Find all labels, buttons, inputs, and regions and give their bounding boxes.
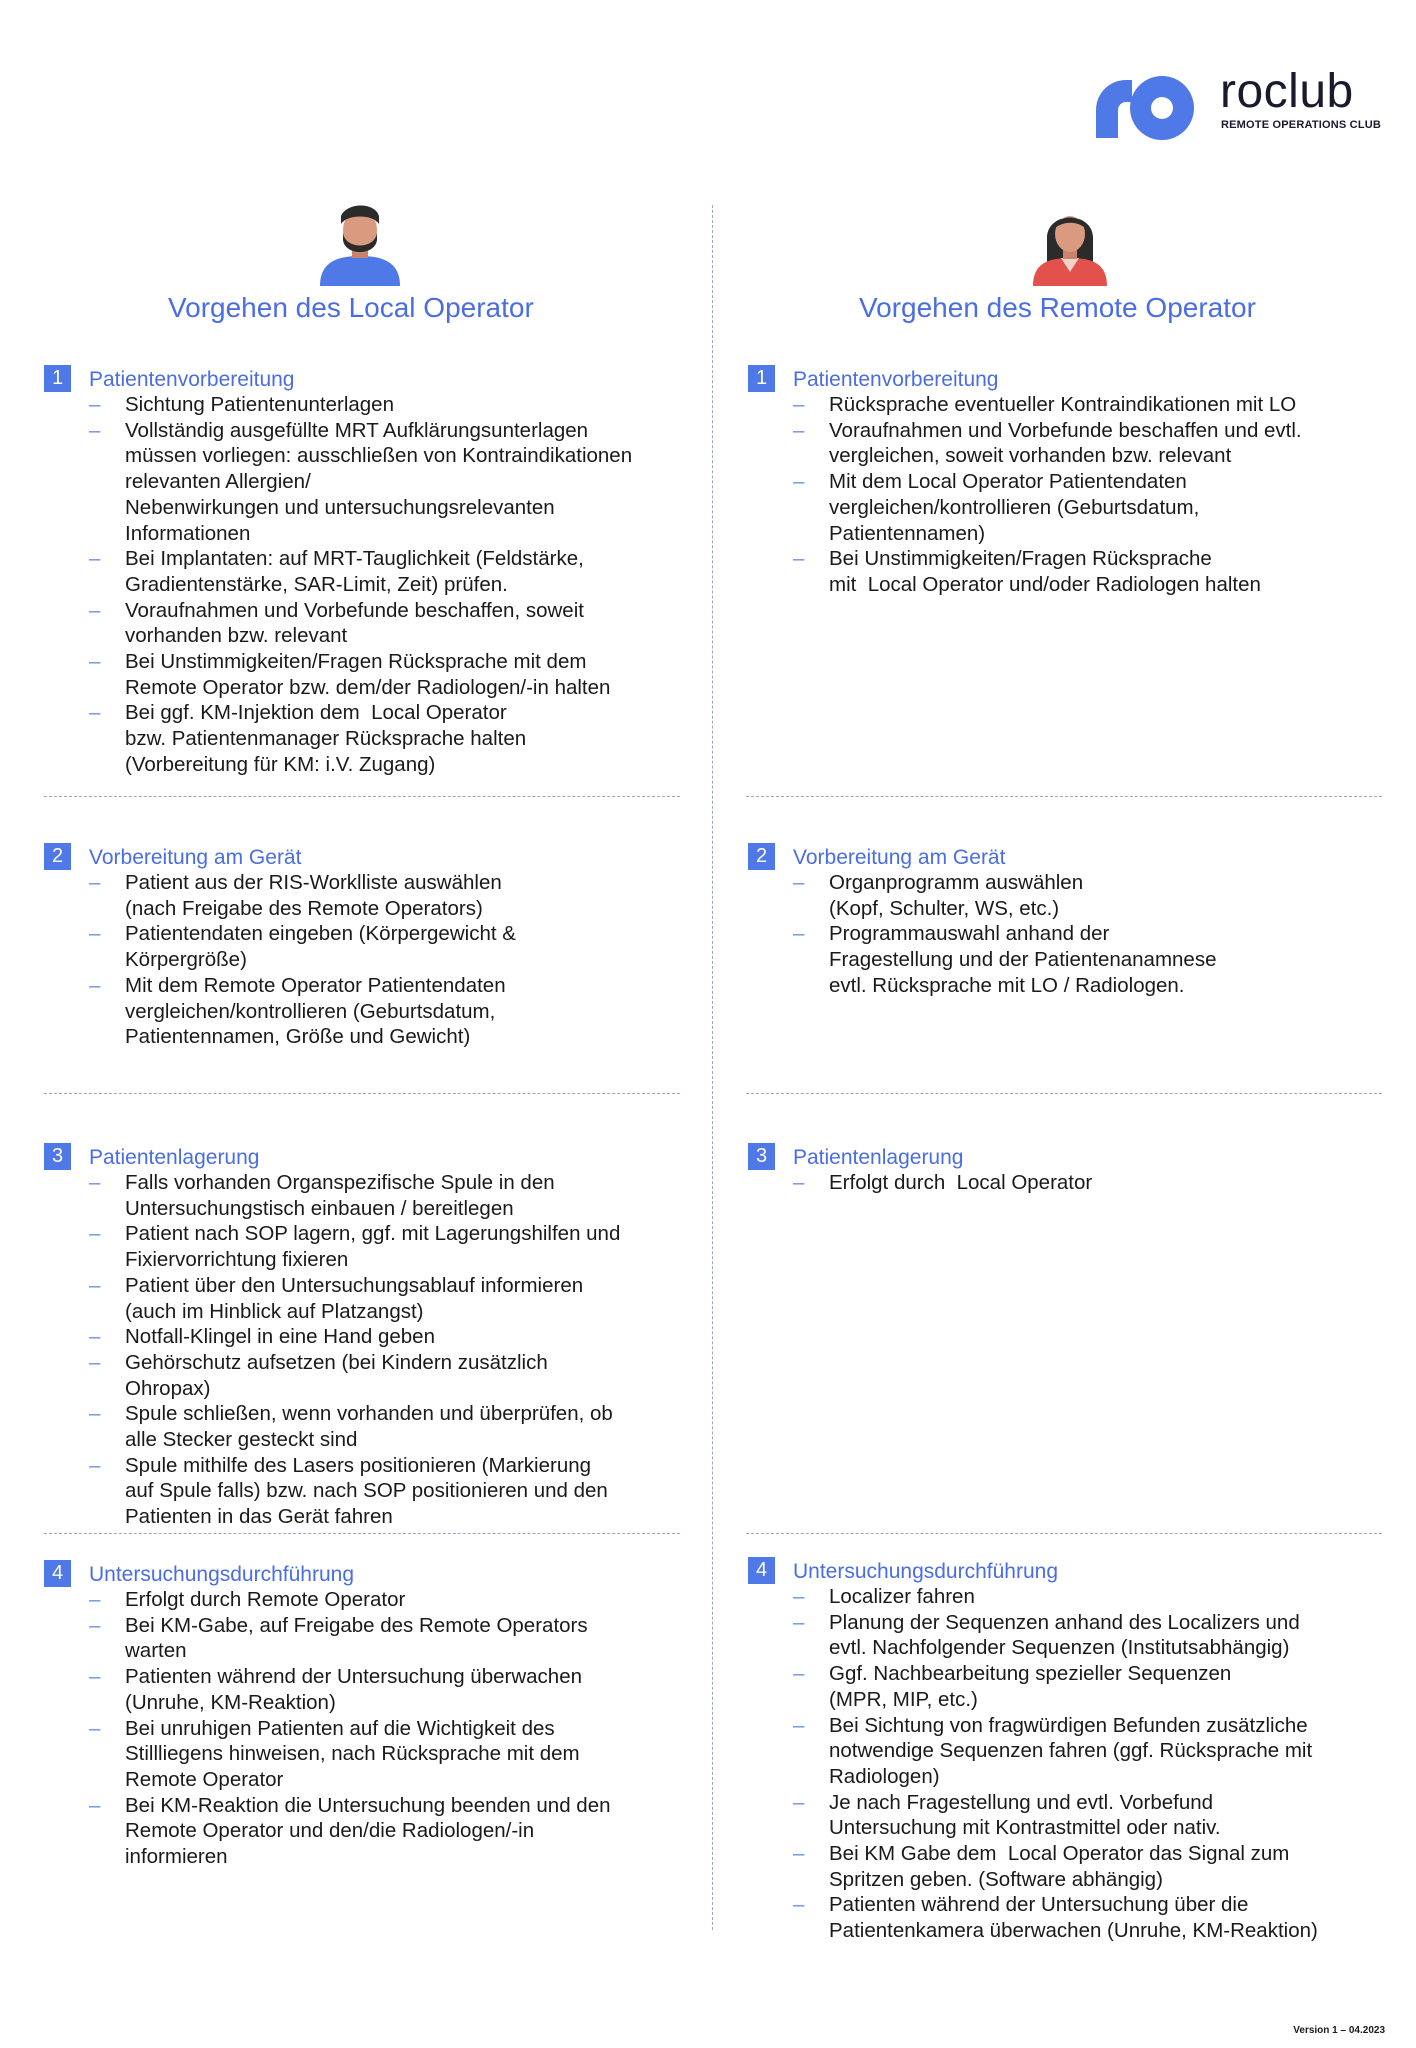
- list-item-text: Bei KM-Gabe, auf Freigabe des Remote Operators warten: [125, 1613, 588, 1663]
- list-item-text: Bei KM Gabe dem Local Operator das Signal zum Spritzen geben. (Software abhängig): [829, 1842, 1290, 1891]
- list-item: [748, 392, 1388, 418]
- column-divider: [712, 205, 713, 1930]
- bullet-dash-icon: –: [89, 1716, 101, 1740]
- bullet-dash-icon: –: [793, 547, 805, 571]
- list-item-text: Patient nach SOP lagern, ggf. mit Lagerungshilfen und Fixiervorrichtung fixieren: [125, 1222, 621, 1272]
- bullet-dash-icon: –: [89, 1222, 101, 1246]
- bullet-dash-icon: –: [793, 1171, 805, 1194]
- list-item-text: Mit dem Remote Operator Patientendaten vergleichen/kontrollieren (Geburtsdatum, Patientennamen, Größe und Gewicht): [125, 973, 506, 1049]
- list-item-text: Gehörschutz aufsetzen (bei Kindern zusätzlich Ohropax): [125, 1350, 548, 1400]
- list-item-text: Voraufnahmen und Vorbefunde beschaffen und evtl. vergleichen, soweit vorhanden bzw. relevant: [829, 418, 1302, 468]
- section-title: Patientenvorbereitung: [89, 368, 295, 391]
- local-section-3: [44, 1143, 694, 1530]
- local-section-4: [44, 1560, 694, 1870]
- logo-wordmark: roclub: [1220, 65, 1354, 118]
- bullet-dash-icon: –: [793, 470, 805, 494]
- local-column-title: Vorgehen des Local Operator: [168, 292, 534, 323]
- list-item-text: Spule schließen, wenn vorhanden und überprüfen, ob alle Stecker gesteckt sind: [125, 1402, 613, 1452]
- section-number-badge: 4: [748, 1557, 775, 1584]
- bullet-dash-icon: –: [793, 1610, 805, 1634]
- bullet-dash-icon: –: [89, 701, 101, 725]
- list-item-text: Planung der Sequenzen anhand des Localizers und evtl. Nachfolgender Sequenzen (Institutsabhängig): [829, 1610, 1300, 1660]
- list-item: [44, 1716, 694, 1793]
- roclub-logo-mark-icon: [1090, 72, 1196, 140]
- local-operator-avatar-icon: [317, 200, 403, 286]
- bullet-dash-icon: –: [89, 871, 101, 894]
- bullet-dash-icon: –: [793, 1585, 805, 1608]
- section-header: [748, 365, 1388, 392]
- list-item-text: Bei ggf. KM-Injektion dem Local Operator bzw. Patientenmanager Rücksprache halten (Vorbereitung für KM: i.V. Zugang): [125, 701, 527, 776]
- section-title: Patientenvorbereitung: [793, 368, 999, 391]
- roclub-logo: [1090, 65, 1390, 142]
- remote-separator-3: [746, 1533, 1382, 1534]
- list-item: [44, 1401, 694, 1452]
- logo-tagline: REMOTE OPERATIONS CLUB: [1221, 119, 1382, 131]
- section-header: [748, 1143, 1388, 1170]
- section-header: [44, 843, 694, 870]
- bullet-dash-icon: –: [89, 1453, 101, 1477]
- bullet-dash-icon: –: [89, 1273, 101, 1297]
- section-number-badge: 2: [748, 843, 775, 870]
- list-item: [44, 1453, 694, 1530]
- bullet-dash-icon: –: [793, 393, 805, 416]
- bullet-dash-icon: –: [89, 598, 101, 622]
- section-header: [44, 365, 694, 392]
- list-item: [44, 973, 694, 1050]
- list-item: [44, 1793, 694, 1870]
- bullet-dash-icon: –: [793, 1790, 805, 1814]
- list-item: [748, 1713, 1388, 1790]
- remote-separator-1: [746, 796, 1382, 797]
- bullet-dash-icon: –: [89, 1613, 101, 1637]
- list-item: [748, 469, 1388, 546]
- remote-section-4: [748, 1557, 1388, 1944]
- section-number-badge: 1: [44, 365, 71, 392]
- list-item: [44, 1664, 694, 1715]
- bullet-dash-icon: –: [793, 1842, 805, 1866]
- list-item: [44, 392, 694, 418]
- list-item-text: Erfolgt durch Local Operator: [829, 1171, 1093, 1194]
- bullet-dash-icon: –: [89, 547, 101, 571]
- list-item: [748, 1170, 1388, 1196]
- local-separator-2: [44, 1093, 680, 1094]
- list-item-text: Localizer fahren: [829, 1585, 975, 1608]
- list-item: [44, 1587, 694, 1613]
- bullet-dash-icon: –: [793, 1893, 805, 1917]
- list-item: [44, 546, 694, 597]
- local-separator-1: [44, 796, 680, 797]
- list-item-text: Mit dem Local Operator Patientendaten vergleichen/kontrollieren (Geburtsdatum, Patientennamen): [829, 470, 1200, 545]
- bullet-dash-icon: –: [89, 1171, 101, 1194]
- list-item-text: Programmauswahl anhand der Fragestellung und der Patientenanamnese evtl. Rücksprache mit LO / Radiologen.: [829, 922, 1217, 997]
- local-separator-3: [44, 1533, 680, 1534]
- bullet-dash-icon: –: [89, 393, 101, 416]
- section-item-list: [748, 870, 1388, 999]
- list-item-text: Falls vorhanden Organspezifische Spule in den Untersuchungstisch einbauen / bereitlegen: [125, 1171, 555, 1220]
- list-item-text: Bei Implantaten: auf MRT-Tauglichkeit (Feldstärke, Gradientenstärke, SAR-Limit, Zeit) prüfen.: [125, 547, 584, 596]
- section-item-list: [44, 870, 694, 1050]
- list-item: [748, 1661, 1388, 1712]
- remote-section-1: [748, 365, 1388, 598]
- section-number-badge: 3: [748, 1143, 775, 1170]
- section-title: Untersuchungsdurchführung: [793, 1560, 1059, 1583]
- list-item-text: Je nach Fragestellung und evtl. Vorbefund Untersuchung mit Kontrastmittel oder nativ.: [829, 1790, 1221, 1840]
- list-item: [748, 418, 1388, 469]
- list-item: [44, 418, 694, 547]
- local-section-1: [44, 365, 694, 778]
- list-item-text: Sichtung Patientenunterlagen: [125, 393, 394, 416]
- section-header: [44, 1143, 694, 1170]
- list-item: [44, 870, 694, 921]
- section-item-list: [44, 1587, 694, 1870]
- bullet-dash-icon: –: [89, 922, 101, 946]
- bullet-dash-icon: –: [89, 1588, 101, 1611]
- section-item-list: [748, 1170, 1388, 1196]
- list-item: [44, 700, 694, 777]
- list-item-text: Ggf. Nachbearbeitung spezieller Sequenzen (MPR, MIP, etc.): [829, 1662, 1232, 1711]
- list-item: [748, 1841, 1388, 1892]
- bullet-dash-icon: –: [793, 871, 805, 894]
- section-header: [44, 1560, 694, 1587]
- bullet-dash-icon: –: [89, 418, 101, 442]
- bullet-dash-icon: –: [89, 1402, 101, 1426]
- list-item: [748, 1584, 1388, 1610]
- list-item: [748, 870, 1388, 921]
- list-item: [44, 649, 694, 700]
- list-item: [44, 598, 694, 649]
- list-item: [44, 1324, 694, 1350]
- list-item-text: Patient aus der RIS-Worklliste auswählen (nach Freigabe des Remote Operators): [125, 871, 502, 920]
- bullet-dash-icon: –: [89, 1793, 101, 1817]
- list-item: [44, 1350, 694, 1401]
- section-header: [748, 1557, 1388, 1584]
- section-item-list: [44, 1170, 694, 1530]
- remote-section-3: [748, 1143, 1388, 1196]
- section-number-badge: 1: [748, 365, 775, 392]
- list-item: [44, 1273, 694, 1324]
- section-title: Patientenlagerung: [793, 1146, 964, 1169]
- bullet-dash-icon: –: [89, 650, 101, 674]
- remote-separator-2: [746, 1093, 1382, 1094]
- list-item-text: Spule mithilfe des Lasers positionieren (Markierung auf Spule falls) bzw. nach SOP positionieren und den Patienten in das Gerät fahren: [125, 1453, 608, 1529]
- bullet-dash-icon: –: [793, 1713, 805, 1737]
- list-item-text: Voraufnahmen und Vorbefunde beschaffen, soweit vorhanden bzw. relevant: [125, 598, 584, 648]
- list-item-text: Erfolgt durch Remote Operator: [125, 1588, 406, 1611]
- list-item-text: Bei Sichtung von fragwürdigen Befunden zusätzliche notwendige Sequenzen fahren (ggf. Rücksprache mit Radiologen): [829, 1713, 1313, 1788]
- section-number-badge: 4: [44, 1560, 71, 1587]
- list-item-text: Patienten während der Untersuchung über die Patientenkamera überwachen (Unruhe, KM-Reaktion): [829, 1893, 1318, 1943]
- section-item-list: [748, 1584, 1388, 1944]
- list-item: [748, 546, 1388, 597]
- remote-section-2: [748, 843, 1388, 999]
- bullet-dash-icon: –: [89, 1665, 101, 1689]
- bullet-dash-icon: –: [793, 1662, 805, 1686]
- local-section-2: [44, 843, 694, 1050]
- section-item-list: [44, 392, 694, 778]
- list-item-text: Vollständig ausgefüllte MRT Aufklärungsunterlagen müssen vorliegen: ausschließen von Kontraindikationen relevanten Allergien/ Nebenwirkungen und untersuchungsrelevanten Informationen: [125, 418, 633, 545]
- list-item-text: Notfall-Klingel in eine Hand geben: [125, 1325, 435, 1349]
- list-item: [44, 921, 694, 972]
- section-title: Vorbereitung am Gerät: [793, 846, 1006, 869]
- section-header: [748, 843, 1388, 870]
- bullet-dash-icon: –: [89, 973, 101, 997]
- list-item: [748, 1610, 1388, 1661]
- list-item-text: Rücksprache eventueller Kontraindikationen mit LO: [829, 393, 1297, 416]
- list-item: [44, 1170, 694, 1221]
- list-item-text: Bei Unstimmigkeiten/Fragen Rücksprache mit Local Operator und/oder Radiologen halten: [829, 547, 1261, 596]
- section-title: Patientenlagerung: [89, 1146, 260, 1169]
- remote-column-title: Vorgehen des Remote Operator: [859, 292, 1256, 323]
- list-item: [44, 1613, 694, 1664]
- section-title: Untersuchungsdurchführung: [89, 1563, 355, 1586]
- list-item-text: Bei unruhigen Patienten auf die Wichtigkeit des Stillliegens hinweisen, nach Rücksprache mit dem Remote Operator: [125, 1716, 580, 1791]
- section-number-badge: 2: [44, 843, 71, 870]
- list-item-text: Bei KM-Reaktion die Untersuchung beenden und den Remote Operator und den/die Radiologen/-in informieren: [125, 1793, 611, 1869]
- bullet-dash-icon: –: [89, 1325, 101, 1349]
- bullet-dash-icon: –: [793, 418, 805, 442]
- section-title: Vorbereitung am Gerät: [89, 846, 302, 869]
- bullet-dash-icon: –: [793, 922, 805, 946]
- version-label: Version 1 – 04.2023: [1293, 2025, 1385, 2036]
- list-item: [748, 1790, 1388, 1841]
- list-item-text: Patienten während der Untersuchung überwachen (Unruhe, KM-Reaktion): [125, 1665, 582, 1714]
- list-item: [748, 921, 1388, 998]
- list-item-text: Patient über den Untersuchungsablauf informieren (auch im Hinblick auf Platzangst): [125, 1273, 584, 1323]
- section-item-list: [748, 392, 1388, 598]
- section-number-badge: 3: [44, 1143, 71, 1170]
- list-item-text: Patientendaten eingeben (Körpergewicht & Körpergröße): [125, 922, 516, 972]
- list-item-text: Organprogramm auswählen (Kopf, Schulter, WS, etc.): [829, 871, 1084, 920]
- list-item-text: Bei Unstimmigkeiten/Fragen Rücksprache mit dem Remote Operator bzw. dem/der Radiologen/-in halten: [125, 650, 611, 699]
- list-item: [748, 1892, 1388, 1943]
- list-item: [44, 1221, 694, 1272]
- remote-operator-avatar-icon: [1027, 200, 1113, 286]
- bullet-dash-icon: –: [89, 1350, 101, 1374]
